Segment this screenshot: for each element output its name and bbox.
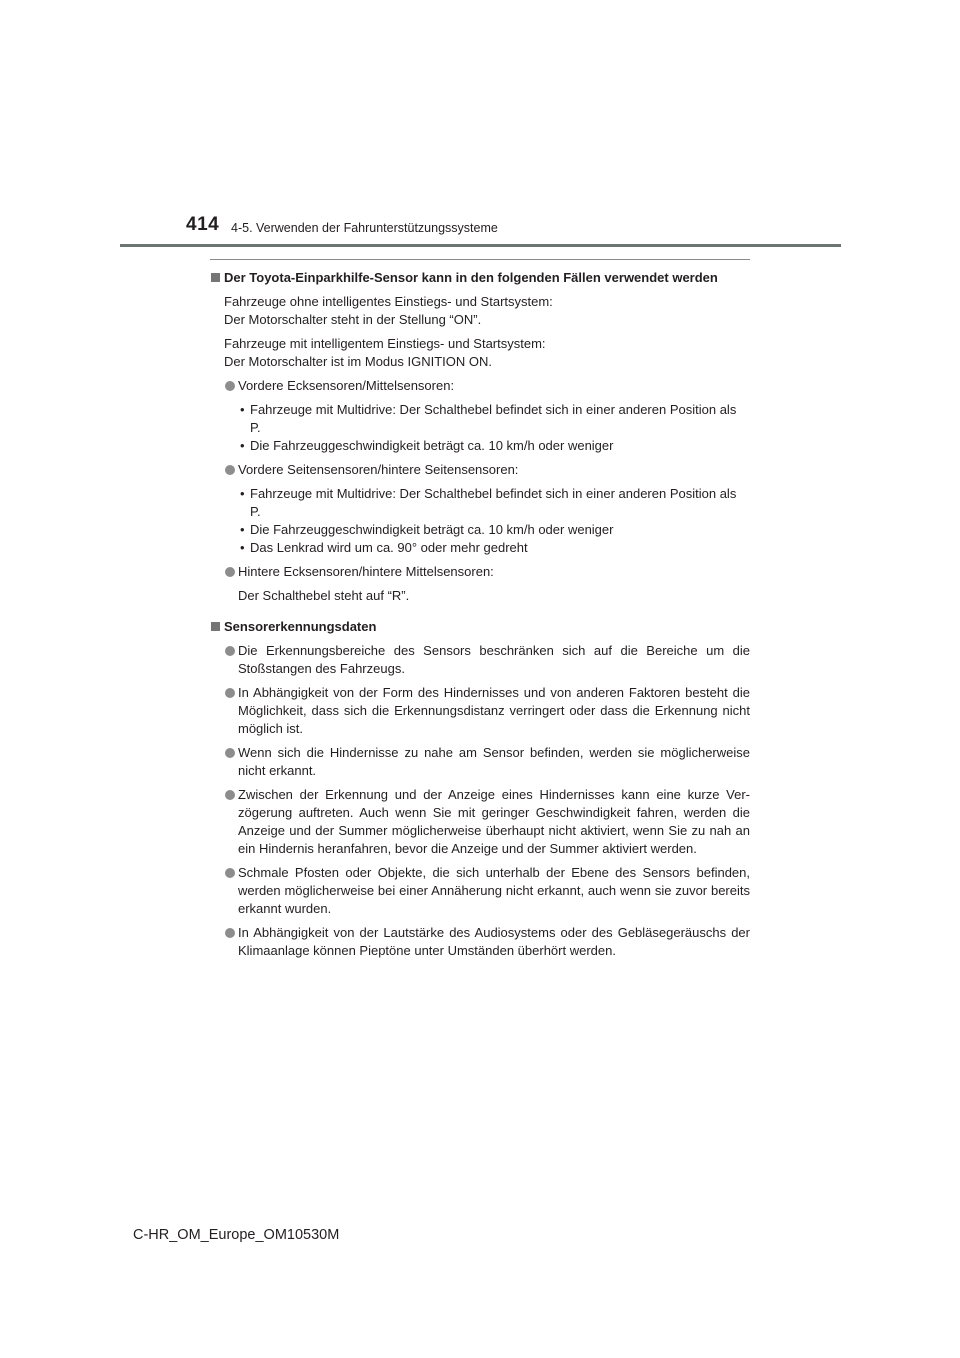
dot-bullet-icon: •: [240, 402, 245, 417]
list-item: [210, 864, 750, 918]
sub-list-item: [210, 521, 750, 539]
list-item-text: Die Erkennungsbereiche des Sensors beschränken sich auf die Bereiche um die Stoßstangen des Fahrzeugs.: [238, 643, 750, 676]
square-bullet-icon: [211, 622, 220, 631]
sub-list-text: Das Lenkrad wird um ca. 90° oder mehr gedreht: [250, 540, 528, 555]
sub-list-item: [210, 401, 750, 437]
sub-list-text: Die Fahrzeuggeschwindigkeit beträgt ca. 10 km/h oder weniger: [250, 522, 614, 537]
dot-bullet-icon: •: [240, 486, 245, 501]
list-item: [210, 461, 750, 479]
section-title-text: Sensorerkennungsdaten: [224, 619, 377, 634]
circle-bullet-icon: [225, 567, 235, 577]
section-usage-conditions: [210, 259, 750, 605]
section-title: [210, 269, 750, 287]
list-item: [210, 642, 750, 678]
header-rule: [120, 244, 841, 247]
list-item-label: Hintere Ecksensoren/hintere Mittelsensoren:: [238, 564, 494, 579]
sub-list-text: Die Fahrzeuggeschwindigkeit beträgt ca. 10 km/h oder weniger: [250, 438, 614, 453]
circle-bullet-icon: [225, 928, 235, 938]
dot-bullet-icon: •: [240, 540, 245, 555]
list-item-text: Schmale Pfosten oder Objekte, die sich unterhalb der Ebene des Sensors befinden, werden möglicherweise bei einer Annäherung nicht erkannt, auch wenn sie zuvor bereits erkannt wurden.: [238, 865, 750, 916]
list-item: [210, 744, 750, 780]
circle-bullet-icon: [225, 688, 235, 698]
chapter-title: 4-5. Verwenden der Fahrunterstützungssysteme: [231, 221, 498, 235]
paragraph-line: Der Motorschalter steht in der Stellung “ON”.: [224, 312, 482, 327]
list-item-label: Vordere Seitensensoren/hintere Seitensensoren:: [238, 462, 519, 477]
sub-list-item: [210, 437, 750, 455]
section-title: [210, 618, 750, 636]
list-item: [210, 377, 750, 395]
sub-list-item: [210, 485, 750, 521]
list-item: [210, 563, 750, 581]
paragraph-line: Fahrzeuge ohne intelligentes Einstiegs- und Startsystem:: [224, 294, 553, 309]
list-item-text: In Abhängigkeit von der Form des Hindernisses und von anderen Faktoren besteht die Möglichkeit, dass sich die Erkennungsdistanz verringert oder dass die Erkennung nicht möglich ist.: [238, 685, 750, 736]
square-bullet-icon: [211, 273, 220, 282]
page-number: 414: [186, 214, 220, 235]
paragraph: [210, 293, 750, 329]
sub-list-text: Fahrzeuge mit Multidrive: Der Schalthebel befindet sich in einer anderen Position als P.: [250, 486, 737, 519]
list-item: [210, 684, 750, 738]
dot-bullet-icon: •: [240, 522, 245, 537]
sub-list: [210, 485, 750, 557]
list-item-text: Zwischen der Erkennung und der Anzeige eines Hindernisses kann eine kurze Ver-zögerung auftreten. Auch wenn Sie mit geringer Geschwindigkeit fahren, werden die Anzeige und der Summer möglicherweise überhaupt nicht aktiviert, wenn Sie zu nah an ein Hindernis heranfahren, bevor die Anzeige und der Summer aktiviert werden.: [238, 787, 750, 856]
page-content: [210, 259, 750, 960]
sub-list-item: [210, 539, 750, 557]
list-item-note: Der Schalthebel steht auf “R”.: [238, 588, 410, 603]
section-title-text: Der Toyota-Einparkhilfe-Sensor kann in den folgenden Fällen verwendet werden: [224, 270, 718, 285]
paragraph-line: Der Motorschalter ist im Modus IGNITION ON.: [224, 354, 492, 369]
footer-doc-id: C-HR_OM_Europe_OM10530M: [133, 1227, 340, 1243]
sub-list: [210, 401, 750, 455]
paragraph-line: Fahrzeuge mit intelligentem Einstiegs- und Startsystem:: [224, 336, 546, 351]
circle-bullet-icon: [225, 748, 235, 758]
list-item-label: Vordere Ecksensoren/Mittelsensoren:: [238, 378, 455, 393]
circle-bullet-icon: [225, 868, 235, 878]
dot-bullet-icon: •: [240, 438, 245, 453]
section-sensor-data: [210, 618, 750, 960]
paragraph: [210, 335, 750, 371]
circle-bullet-icon: [225, 646, 235, 656]
circle-bullet-icon: [225, 381, 235, 391]
list-item-text: Wenn sich die Hindernisse zu nahe am Sensor befinden, werden sie möglicherweise nicht erkannt.: [238, 745, 750, 778]
list-item: [210, 786, 750, 858]
circle-bullet-icon: [225, 465, 235, 475]
list-item-text: In Abhängigkeit von der Lautstärke des Audiosystems oder des Gebläsegeräuschs der Klimaanlage können Pieptöne unter Umständen überhört werden.: [238, 925, 750, 958]
circle-bullet-icon: [225, 790, 235, 800]
list-item: [210, 924, 750, 960]
sub-list-text: Fahrzeuge mit Multidrive: Der Schalthebel befindet sich in einer anderen Position als P.: [250, 402, 737, 435]
